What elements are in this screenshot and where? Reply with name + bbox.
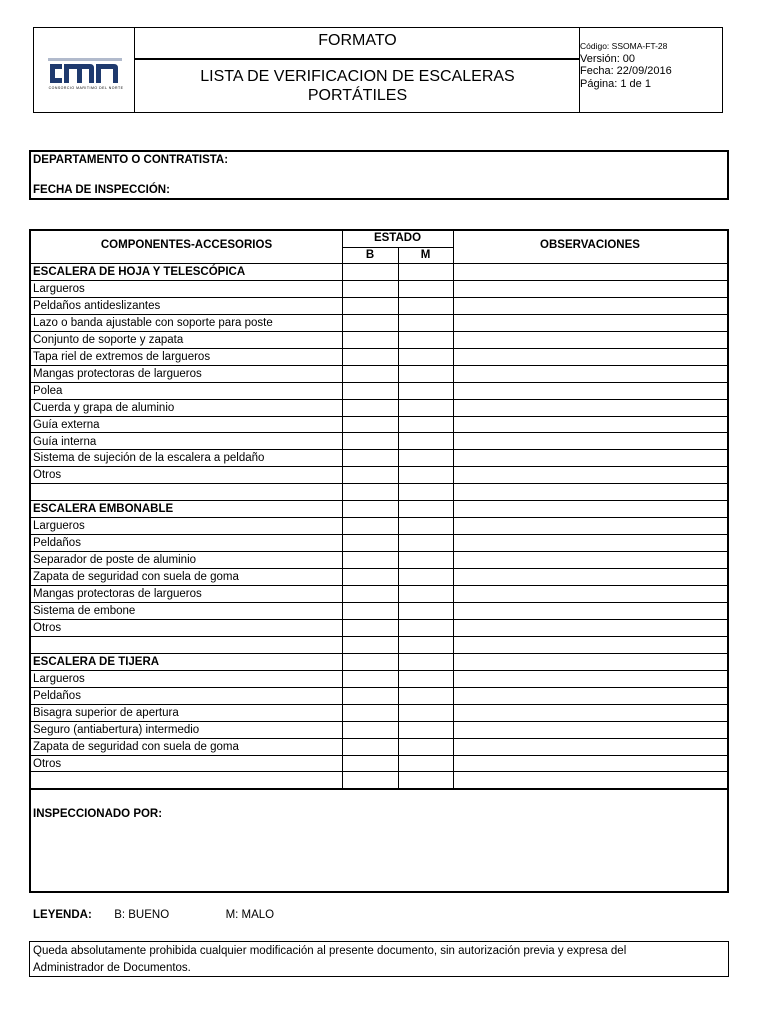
legend-m: M: MALO bbox=[225, 909, 275, 921]
fecha: Fecha: 22/09/2016 bbox=[580, 65, 672, 77]
footer-line-2: Administrador de Documentos. bbox=[33, 962, 191, 974]
component-label: Largueros bbox=[33, 672, 85, 685]
codigo: Código: SSOMA-FT-28 bbox=[580, 41, 668, 51]
component-label: Mangas protectoras de largueros bbox=[33, 588, 202, 601]
table-row bbox=[31, 400, 727, 417]
estado-divider bbox=[342, 247, 453, 248]
table-row bbox=[31, 552, 727, 569]
component-label: Sistema de sujeción de la escalera a peldaño bbox=[33, 452, 265, 465]
component-label: Guía interna bbox=[33, 435, 97, 448]
component-label: Otros bbox=[33, 469, 62, 482]
col-header-components: COMPONENTES-ACCESORIOS bbox=[100, 239, 273, 251]
table-row bbox=[31, 603, 727, 620]
table-row bbox=[31, 434, 727, 451]
section-row bbox=[31, 501, 727, 518]
inspected-by-box bbox=[29, 788, 729, 893]
document-header bbox=[33, 27, 723, 113]
table-row bbox=[31, 569, 727, 586]
logo-cell bbox=[34, 28, 135, 112]
table-row bbox=[31, 332, 727, 349]
col-header-m: M bbox=[420, 249, 431, 261]
section-row bbox=[31, 654, 727, 671]
col-header-observaciones: OBSERVACIONES bbox=[540, 239, 640, 251]
title-cell bbox=[135, 28, 580, 112]
table-row bbox=[31, 535, 727, 552]
component-label: Otros bbox=[33, 621, 62, 634]
inspected-by-label: INSPECCIONADO POR: bbox=[33, 808, 163, 820]
footer-notice bbox=[29, 941, 729, 977]
table-row bbox=[31, 484, 727, 501]
component-label: Zapata de seguridad con suela de goma bbox=[33, 740, 239, 753]
table-row bbox=[31, 383, 727, 400]
table-row bbox=[31, 722, 727, 739]
table-row bbox=[31, 298, 727, 315]
component-label: Tapa riel de extremos de largueros bbox=[33, 350, 211, 363]
component-label: Zapata de seguridad con suela de goma bbox=[33, 571, 239, 584]
component-label: Seguro (antiabertura) intermedio bbox=[33, 723, 200, 736]
title-line-1: LISTA DE VERIFICACION DE ESCALERAS bbox=[200, 68, 515, 85]
section-title: ESCALERA DE TIJERA bbox=[33, 655, 160, 668]
table-row bbox=[31, 739, 727, 756]
legend bbox=[33, 909, 274, 921]
col-header-estado: ESTADO bbox=[373, 232, 422, 244]
section-title: ESCALERA EMBONABLE bbox=[33, 503, 174, 516]
logo-tagline: CONSORCIO MARITIMO DEL NORTE bbox=[48, 86, 124, 90]
component-label: Guía externa bbox=[33, 418, 100, 431]
checklist-table bbox=[29, 229, 729, 790]
table-row bbox=[31, 688, 727, 705]
section-row bbox=[31, 264, 727, 281]
table-row bbox=[31, 450, 727, 467]
component-label: Lazo o banda ajustable con soporte para poste bbox=[33, 316, 273, 329]
table-row bbox=[31, 518, 727, 535]
table-row bbox=[31, 637, 727, 654]
table-row bbox=[31, 349, 727, 366]
component-label: Peldaños antideslizantes bbox=[33, 299, 161, 312]
table-row bbox=[31, 671, 727, 688]
component-label: Largueros bbox=[33, 520, 85, 533]
table-row bbox=[31, 620, 727, 637]
component-label: Mangas protectoras de largueros bbox=[33, 367, 202, 380]
department-label: DEPARTAMENTO O CONTRATISTA: bbox=[33, 154, 229, 166]
component-label: Cuerda y grapa de aluminio bbox=[33, 401, 175, 414]
table-row bbox=[31, 281, 727, 298]
document-title bbox=[135, 59, 580, 112]
component-label: Peldaños bbox=[33, 537, 81, 550]
component-label: Conjunto de soporte y zapata bbox=[33, 333, 184, 346]
legend-b: B: BUENO bbox=[114, 909, 170, 921]
table-row bbox=[31, 417, 727, 434]
table-row bbox=[31, 315, 727, 332]
cmn-logo bbox=[48, 56, 122, 86]
table-row bbox=[31, 756, 727, 773]
table-row bbox=[31, 773, 727, 790]
section-title: ESCALERA DE HOJA Y TELESCÓPICA bbox=[33, 266, 246, 278]
component-label: Otros bbox=[33, 757, 62, 770]
inspection-date-label: FECHA DE INSPECCIÓN: bbox=[33, 184, 170, 196]
table-row bbox=[31, 586, 727, 603]
component-label: Polea bbox=[33, 384, 63, 397]
document-meta bbox=[580, 40, 720, 90]
table-row bbox=[31, 705, 727, 722]
component-label: Sistema de embone bbox=[33, 605, 136, 617]
title-line-2: PORTÁTILES bbox=[307, 87, 408, 104]
col-header-b: B bbox=[365, 249, 375, 261]
department-box bbox=[29, 150, 729, 200]
component-label: Largueros bbox=[33, 282, 85, 295]
component-label: Peldaños bbox=[33, 689, 81, 702]
version: Versión: 00 bbox=[580, 52, 636, 65]
table-row bbox=[31, 467, 727, 484]
formato-label: FORMATO bbox=[135, 28, 580, 59]
pagina: Página: 1 de 1 bbox=[580, 77, 651, 90]
table-row bbox=[31, 366, 727, 383]
component-label: Separador de poste de aluminio bbox=[33, 554, 197, 567]
legend-title: LEYENDA: bbox=[33, 909, 92, 921]
footer-line-1: Queda absolutamente prohibida cualquier modificación al presente documento, sin autorización previa y expresa del bbox=[33, 945, 627, 957]
component-label: Bisagra superior de apertura bbox=[33, 706, 179, 719]
